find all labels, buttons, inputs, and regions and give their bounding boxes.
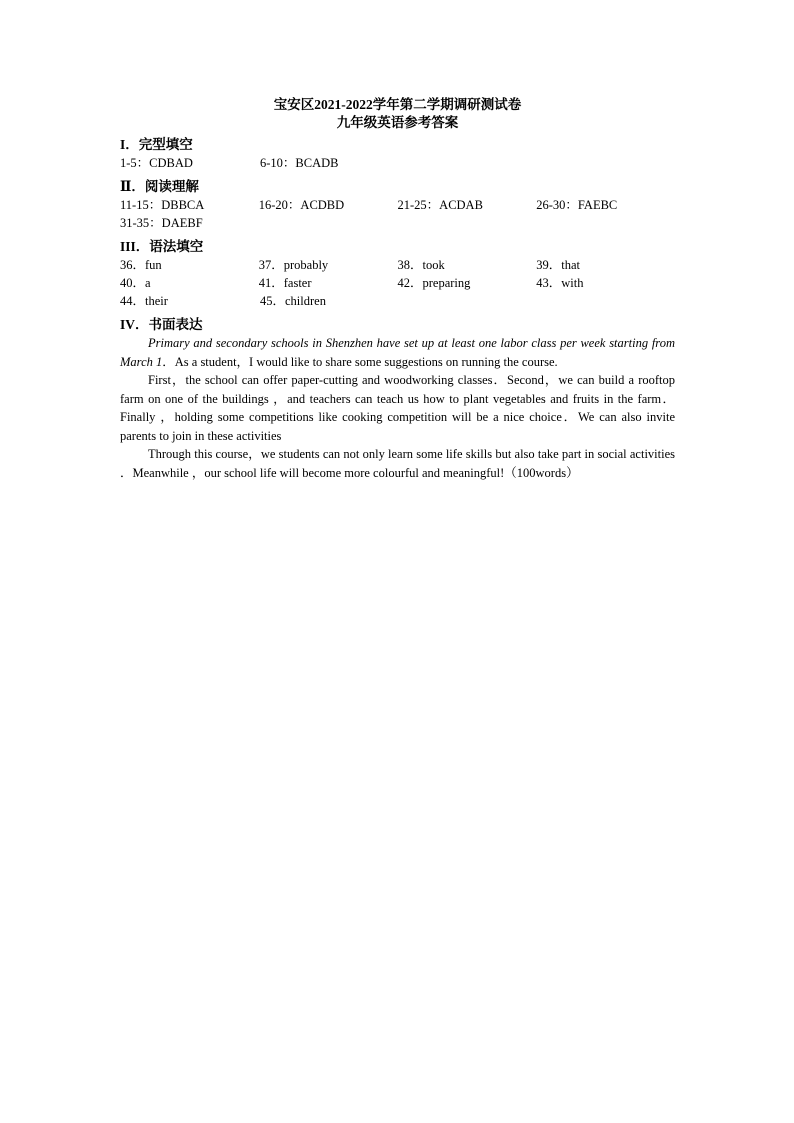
title-line-1: 宝安区2021-2022学年第二学期调研测试卷 bbox=[273, 97, 522, 112]
answer-cell: 39．that bbox=[536, 258, 580, 272]
answer-cell: 36．fun bbox=[120, 258, 162, 272]
answer-cell: 1-5：CDBAD bbox=[120, 156, 193, 170]
title-line-2: 九年级英语参考答案 bbox=[336, 115, 459, 130]
section-heading-cloze: I．完型填空 bbox=[120, 137, 193, 152]
section-heading-grammar: III．语法填空 bbox=[120, 239, 204, 254]
answer-sheet bbox=[120, 96, 675, 482]
section-heading-writing: IV．书面表达 bbox=[120, 317, 203, 332]
answer-row bbox=[120, 196, 675, 214]
sample-essay bbox=[120, 334, 675, 482]
answer-cell: 40．a bbox=[120, 276, 151, 290]
answer-cell: 16-20：ACDBD bbox=[258, 198, 345, 212]
answer-row bbox=[120, 274, 675, 292]
answer-cell: 31-35：DAEBF bbox=[120, 216, 203, 230]
answer-row bbox=[120, 256, 675, 274]
answer-row bbox=[120, 292, 675, 310]
answer-cell: 44．their bbox=[120, 294, 168, 308]
answer-cell: 45．children bbox=[260, 294, 326, 308]
answer-cell: 11-15：DBBCA bbox=[120, 198, 205, 212]
answer-cell: 42．preparing bbox=[397, 276, 471, 290]
essay-paragraph-1-rest: ．As a student，I would like to share some suggestions on running the course. bbox=[162, 354, 558, 369]
essay-prompt-italic: Primary and secondary schools in Shenzhen have set up at least one labor class per week starting from March 1 bbox=[120, 336, 675, 369]
section-heading-reading: Ⅱ．阅读理解 bbox=[120, 179, 199, 194]
answer-cell: 21-25：ACDAB bbox=[397, 198, 483, 212]
answer-row bbox=[120, 154, 675, 172]
essay-paragraph-1 bbox=[120, 334, 675, 371]
document-title bbox=[120, 96, 675, 132]
answer-cell: 26-30：FAEBC bbox=[536, 198, 618, 212]
answer-cell: 41．faster bbox=[258, 276, 312, 290]
answer-cell: 6-10：BCADB bbox=[260, 156, 339, 170]
essay-paragraph-2: First，the school can offer paper-cutting and woodworking classes．Second，we can build a rooftop farm on one of the buildings ，and teachers can teach us how to plant vegetables and fruits in the farm．Finally ，holding some competitions like cooking competition will be a nice choice．We can also invite parents to join in these activities bbox=[120, 373, 675, 443]
answer-row bbox=[120, 214, 675, 232]
answer-cell: 43．with bbox=[536, 276, 584, 290]
answer-cell: 37．probably bbox=[258, 258, 329, 272]
essay-paragraph-3: Through this course，we students can not only learn some life skills but also take part in social activities ．Meanwhile ，our school life will become more colourful and meaningful!（100words） bbox=[120, 447, 675, 480]
answer-cell: 38．took bbox=[397, 258, 445, 272]
